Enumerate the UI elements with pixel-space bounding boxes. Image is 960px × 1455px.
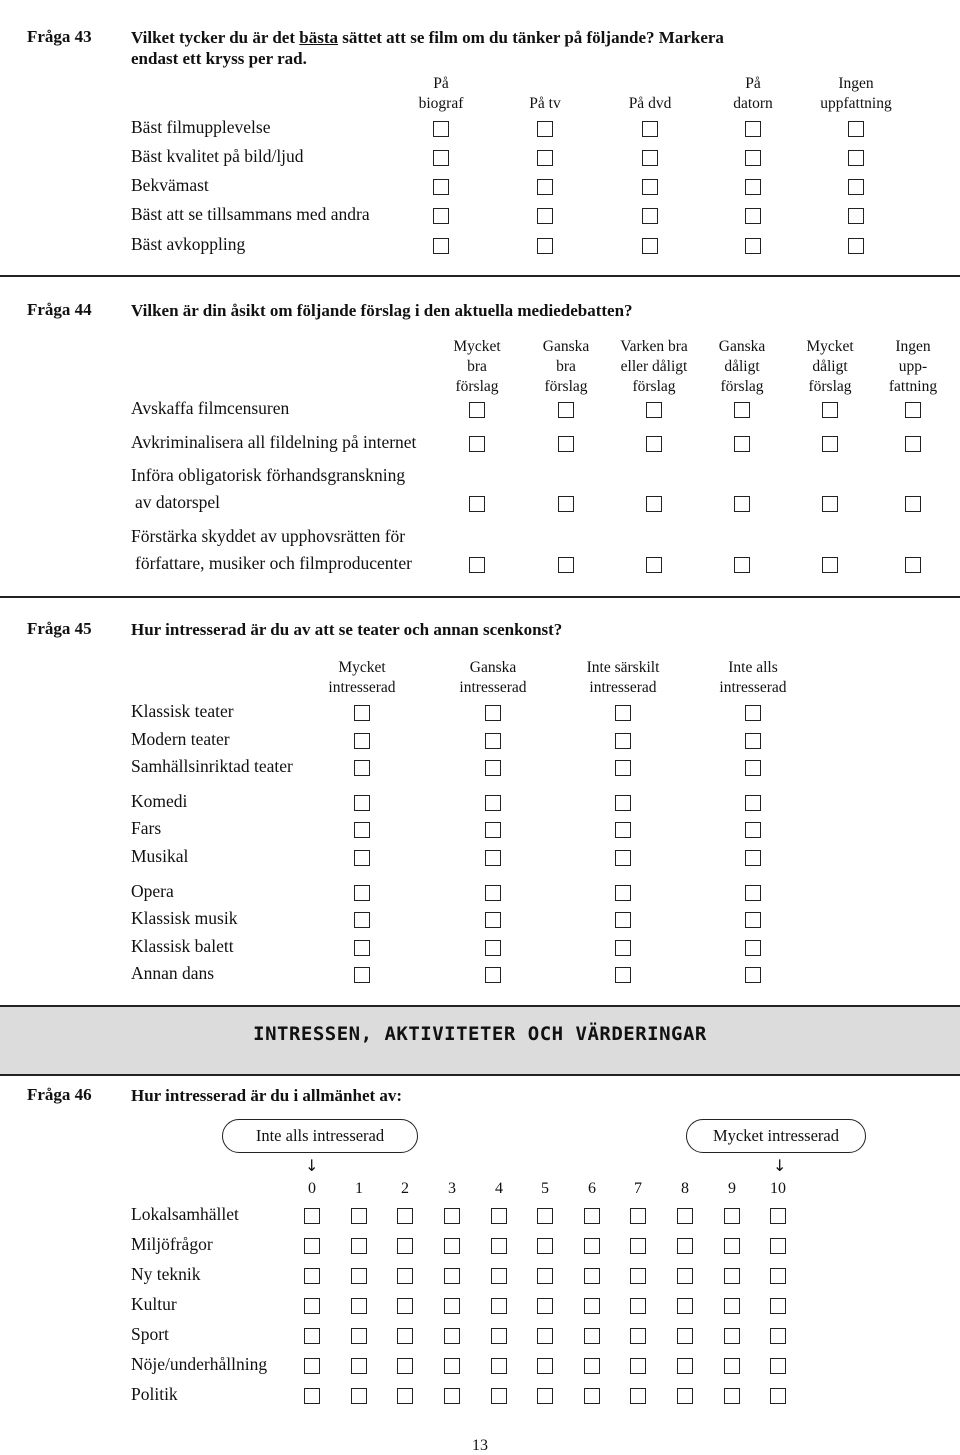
checkbox[interactable]	[745, 967, 761, 983]
checkbox[interactable]	[485, 940, 501, 956]
column-header-line: dåligt	[812, 358, 848, 375]
checkbox[interactable]	[770, 1238, 786, 1254]
row-label: Opera	[131, 881, 174, 901]
checkbox[interactable]	[677, 1388, 693, 1404]
q45-question: Hur intresserad är du av att se teater och annan scenkonst?	[131, 620, 563, 639]
checkbox[interactable]	[724, 1238, 740, 1254]
checkbox[interactable]	[630, 1268, 646, 1284]
column-header-line: Inte alls	[728, 659, 778, 676]
checkbox[interactable]	[485, 733, 501, 749]
checkbox[interactable]	[734, 436, 750, 452]
column-header-line: bra	[556, 358, 576, 375]
checkbox[interactable]	[677, 1268, 693, 1284]
checkbox[interactable]	[354, 885, 370, 901]
checkbox[interactable]	[304, 1358, 320, 1374]
checkbox[interactable]	[745, 822, 761, 838]
checkbox[interactable]	[642, 238, 658, 254]
column-header-line: datorn	[733, 95, 773, 112]
checkbox[interactable]	[397, 1268, 413, 1284]
checkbox[interactable]	[745, 760, 761, 776]
checkbox[interactable]	[630, 1208, 646, 1224]
checkbox[interactable]	[615, 940, 631, 956]
q45-number: Fråga 45	[27, 619, 92, 638]
q46-question: Hur intresserad är du i allmänhet av:	[131, 1086, 403, 1105]
checkbox[interactable]	[485, 760, 501, 776]
arrow-down-icon: ↓	[773, 1156, 787, 1175]
checkbox[interactable]	[615, 760, 631, 776]
column-header-line: På	[433, 75, 449, 92]
column-header-line: förslag	[720, 378, 764, 395]
row-label: Klassisk musik	[131, 908, 238, 928]
checkbox[interactable]	[491, 1238, 507, 1254]
checkbox[interactable]	[642, 150, 658, 166]
column-header	[433, 658, 553, 698]
column-header-line: Inte särskilt	[586, 659, 660, 676]
checkbox[interactable]	[304, 1298, 320, 1314]
checkbox[interactable]	[354, 705, 370, 721]
checkbox[interactable]	[444, 1208, 460, 1224]
checkbox[interactable]	[646, 496, 662, 512]
checkbox[interactable]	[822, 436, 838, 452]
checkbox[interactable]	[354, 733, 370, 749]
column-header-line	[485, 74, 605, 94]
row-label: Politik	[131, 1384, 178, 1404]
checkbox[interactable]	[584, 1208, 600, 1224]
checkbox[interactable]	[351, 1358, 367, 1374]
checkbox[interactable]	[397, 1238, 413, 1254]
checkbox[interactable]	[822, 557, 838, 573]
row-label: Sport	[131, 1324, 169, 1344]
checkbox[interactable]	[615, 912, 631, 928]
checkbox[interactable]	[677, 1358, 693, 1374]
checkbox[interactable]	[724, 1358, 740, 1374]
checkbox[interactable]	[444, 1328, 460, 1344]
checkbox[interactable]	[354, 822, 370, 838]
checkbox[interactable]	[351, 1298, 367, 1314]
checkbox[interactable]	[558, 496, 574, 512]
column-header-line: förslag	[632, 378, 676, 395]
checkbox[interactable]	[469, 496, 485, 512]
row-label: Nöje/underhållning	[131, 1354, 268, 1374]
checkbox[interactable]	[745, 179, 761, 195]
column-header-line: förslag	[808, 378, 852, 395]
row-label: Annan dans	[131, 963, 215, 983]
checkbox[interactable]	[615, 733, 631, 749]
q43-text-b: sättet att se film om du tänker på följande? Markera	[338, 28, 724, 47]
checkbox[interactable]	[724, 1388, 740, 1404]
q44-question: Vilken är din åsikt om följande förslag i den aktuella mediedebatten?	[131, 301, 633, 320]
checkbox[interactable]	[905, 436, 921, 452]
checkbox[interactable]	[304, 1328, 320, 1344]
checkbox[interactable]	[745, 238, 761, 254]
checkbox[interactable]	[354, 940, 370, 956]
row-label: Musikal	[131, 846, 189, 866]
checkbox[interactable]	[304, 1388, 320, 1404]
checkbox[interactable]	[615, 705, 631, 721]
checkbox[interactable]	[433, 208, 449, 224]
column-header-line: Ganska	[718, 338, 766, 355]
checkbox[interactable]	[469, 557, 485, 573]
checkbox[interactable]	[433, 150, 449, 166]
column-header-line: På	[745, 75, 761, 92]
checkbox[interactable]	[485, 967, 501, 983]
checkbox[interactable]	[354, 967, 370, 983]
row-label: Ny teknik	[131, 1264, 201, 1284]
row-label: Kultur	[131, 1294, 177, 1314]
column-header	[693, 74, 813, 114]
q44-number: Fråga 44	[27, 300, 92, 319]
column-header	[563, 658, 683, 698]
checkbox[interactable]	[485, 822, 501, 838]
q43-text-underlined: bästa	[299, 28, 338, 47]
checkbox[interactable]	[354, 795, 370, 811]
row-label: Avskaffa filmcensuren	[131, 398, 290, 418]
column-header-line: Ganska	[542, 338, 590, 355]
column-header	[853, 337, 960, 397]
column-header-line: förslag	[455, 378, 499, 395]
checkbox[interactable]	[630, 1238, 646, 1254]
checkbox[interactable]	[491, 1388, 507, 1404]
scale-number: 2	[401, 1180, 409, 1197]
checkbox[interactable]	[584, 1268, 600, 1284]
checkbox[interactable]	[770, 1268, 786, 1284]
checkbox[interactable]	[397, 1358, 413, 1374]
checkbox[interactable]	[848, 238, 864, 254]
column-header-line: På dvd	[628, 95, 672, 112]
divider	[0, 275, 960, 277]
column-header-line: Ingen	[838, 75, 874, 92]
checkbox[interactable]	[905, 557, 921, 573]
scale-number: 5	[541, 1180, 549, 1197]
checkbox[interactable]	[734, 496, 750, 512]
right-anchor-label: Mycket intresserad	[686, 1119, 866, 1153]
checkbox[interactable]	[537, 150, 553, 166]
row-label: Samhällsinriktad teater	[131, 756, 293, 776]
checkbox[interactable]	[724, 1298, 740, 1314]
checkbox[interactable]	[485, 912, 501, 928]
checkbox[interactable]	[677, 1328, 693, 1344]
checkbox[interactable]	[584, 1328, 600, 1344]
checkbox[interactable]	[770, 1388, 786, 1404]
checkbox[interactable]	[537, 238, 553, 254]
checkbox[interactable]	[397, 1208, 413, 1224]
checkbox[interactable]	[848, 179, 864, 195]
column-header-line: intresserad	[328, 679, 396, 696]
column-header	[590, 74, 710, 114]
column-header-line: intresserad	[589, 679, 657, 696]
checkbox[interactable]	[615, 967, 631, 983]
page-number: 13	[472, 1437, 488, 1454]
checkbox[interactable]	[304, 1208, 320, 1224]
checkbox[interactable]	[745, 733, 761, 749]
checkbox[interactable]	[354, 760, 370, 776]
row-label: Modern teater	[131, 729, 230, 749]
scale-number: 1	[355, 1180, 363, 1197]
checkbox[interactable]	[630, 1388, 646, 1404]
checkbox[interactable]	[630, 1358, 646, 1374]
checkbox[interactable]	[646, 557, 662, 573]
checkbox[interactable]	[537, 1208, 553, 1224]
q43-question	[131, 27, 891, 69]
checkbox[interactable]	[537, 1328, 553, 1344]
checkbox[interactable]	[537, 208, 553, 224]
checkbox[interactable]	[433, 179, 449, 195]
checkbox[interactable]	[444, 1298, 460, 1314]
column-header-line: dåligt	[724, 358, 760, 375]
checkbox[interactable]	[584, 1358, 600, 1374]
column-header	[302, 658, 422, 698]
row-label: Avkriminalisera all fildelning på internet	[131, 432, 417, 452]
scale-number: 8	[681, 1180, 689, 1197]
column-header	[693, 658, 813, 698]
checkbox[interactable]	[491, 1268, 507, 1284]
row-label: författare, musiker och filmproducenter	[135, 553, 412, 573]
row-label: Förstärka skyddet av upphovsrätten för	[131, 526, 406, 546]
column-header-line: Mycket	[453, 338, 501, 355]
checkbox[interactable]	[469, 436, 485, 452]
q46-number: Fråga 46	[27, 1085, 92, 1104]
scale-number: 10	[770, 1180, 786, 1197]
checkbox[interactable]	[485, 885, 501, 901]
checkbox[interactable]	[734, 402, 750, 418]
checkbox[interactable]	[485, 705, 501, 721]
checkbox[interactable]	[745, 121, 761, 137]
checkbox[interactable]	[485, 850, 501, 866]
checkbox[interactable]	[745, 885, 761, 901]
column-header-line: biograf	[418, 95, 464, 112]
checkbox[interactable]	[745, 940, 761, 956]
checkbox[interactable]	[351, 1268, 367, 1284]
section-title: INTRESSEN, AKTIVITETER OCH VÄRDERINGAR	[253, 1023, 707, 1045]
column-header-line: Ganska	[469, 659, 517, 676]
column-header	[796, 74, 916, 114]
checkbox[interactable]	[615, 885, 631, 901]
checkbox[interactable]	[905, 402, 921, 418]
checkbox[interactable]	[630, 1328, 646, 1344]
checkbox[interactable]	[724, 1208, 740, 1224]
column-header-line: Varken bra	[620, 338, 688, 355]
checkbox[interactable]	[770, 1328, 786, 1344]
column-header-line	[590, 74, 710, 94]
checkbox[interactable]	[354, 850, 370, 866]
checkbox[interactable]	[491, 1208, 507, 1224]
q43-number: Fråga 43	[27, 27, 92, 46]
column-header-line: intresserad	[459, 679, 527, 696]
checkbox[interactable]	[537, 1298, 553, 1314]
checkbox[interactable]	[745, 150, 761, 166]
checkbox[interactable]	[354, 912, 370, 928]
row-label: Fars	[131, 818, 162, 838]
checkbox[interactable]	[677, 1298, 693, 1314]
row-label: Bekvämast	[131, 175, 209, 195]
checkbox[interactable]	[351, 1328, 367, 1344]
checkbox[interactable]	[848, 150, 864, 166]
checkbox[interactable]	[351, 1388, 367, 1404]
checkbox[interactable]	[646, 402, 662, 418]
checkbox[interactable]	[745, 912, 761, 928]
checkbox[interactable]	[469, 402, 485, 418]
checkbox[interactable]	[905, 496, 921, 512]
checkbox[interactable]	[734, 557, 750, 573]
checkbox[interactable]	[537, 121, 553, 137]
row-label: av datorspel	[135, 492, 221, 512]
row-label: Miljöfrågor	[131, 1234, 213, 1254]
column-header-line: bra	[467, 358, 487, 375]
checkbox[interactable]	[491, 1328, 507, 1344]
checkbox[interactable]	[444, 1388, 460, 1404]
checkbox[interactable]	[745, 208, 761, 224]
checkbox[interactable]	[558, 557, 574, 573]
checkbox[interactable]	[646, 436, 662, 452]
row-label: Bäst filmupplevelse	[131, 117, 271, 137]
checkbox[interactable]	[304, 1268, 320, 1284]
checkbox[interactable]	[444, 1268, 460, 1284]
column-header-line: intresserad	[719, 679, 787, 696]
checkbox[interactable]	[615, 795, 631, 811]
row-label: Bäst att se tillsammans med andra	[131, 204, 370, 224]
checkbox[interactable]	[558, 402, 574, 418]
row-label: Lokalsamhället	[131, 1204, 239, 1224]
checkbox[interactable]	[397, 1298, 413, 1314]
column-header	[485, 74, 605, 114]
column-header-line: På tv	[529, 95, 561, 112]
checkbox[interactable]	[584, 1388, 600, 1404]
checkbox[interactable]	[724, 1328, 740, 1344]
column-header-line: fattning	[888, 378, 938, 395]
divider	[0, 1074, 960, 1076]
checkbox[interactable]	[615, 850, 631, 866]
checkbox[interactable]	[615, 822, 631, 838]
checkbox[interactable]	[433, 238, 449, 254]
checkbox[interactable]	[642, 179, 658, 195]
arrow-down-icon: ↓	[305, 1156, 319, 1175]
scale-number: 9	[728, 1180, 736, 1197]
checkbox[interactable]	[537, 1268, 553, 1284]
checkbox[interactable]	[745, 705, 761, 721]
column-header-line: Mycket	[338, 659, 386, 676]
checkbox[interactable]	[584, 1298, 600, 1314]
row-label: Bäst kvalitet på bild/ljud	[131, 146, 304, 166]
checkbox[interactable]	[848, 121, 864, 137]
checkbox[interactable]	[537, 179, 553, 195]
divider	[0, 596, 960, 598]
checkbox[interactable]	[642, 121, 658, 137]
checkbox[interactable]	[630, 1298, 646, 1314]
checkbox[interactable]	[397, 1388, 413, 1404]
scale-number: 7	[634, 1180, 642, 1197]
left-anchor-label: Inte alls intresserad	[222, 1119, 418, 1153]
checkbox[interactable]	[444, 1238, 460, 1254]
checkbox[interactable]	[485, 795, 501, 811]
checkbox[interactable]	[537, 1238, 553, 1254]
checkbox[interactable]	[584, 1238, 600, 1254]
scale-number: 4	[495, 1180, 503, 1197]
checkbox[interactable]	[397, 1328, 413, 1344]
column-header	[381, 74, 501, 114]
row-label: Införa obligatorisk förhandsgranskning	[131, 465, 406, 485]
checkbox[interactable]	[537, 1388, 553, 1404]
checkbox[interactable]	[642, 208, 658, 224]
column-header-line: uppfattning	[820, 95, 892, 112]
row-label: Komedi	[131, 791, 188, 811]
checkbox[interactable]	[491, 1298, 507, 1314]
checkbox[interactable]	[770, 1358, 786, 1374]
checkbox[interactable]	[351, 1208, 367, 1224]
checkbox[interactable]	[724, 1268, 740, 1284]
checkbox[interactable]	[537, 1358, 553, 1374]
column-header-line: förslag	[544, 378, 588, 395]
column-header-line: upp-	[898, 358, 928, 375]
scale-number: 6	[588, 1180, 596, 1197]
row-label: Bäst avkoppling	[131, 234, 246, 254]
checkbox[interactable]	[822, 402, 838, 418]
scale-number: 3	[448, 1180, 456, 1197]
checkbox[interactable]	[677, 1238, 693, 1254]
checkbox[interactable]	[351, 1238, 367, 1254]
checkbox[interactable]	[558, 436, 574, 452]
checkbox[interactable]	[491, 1358, 507, 1374]
checkbox[interactable]	[745, 795, 761, 811]
column-header-line: Ingen	[895, 338, 931, 355]
column-header-line: eller dåligt	[620, 358, 688, 375]
scale-number: 0	[308, 1180, 316, 1197]
checkbox[interactable]	[433, 121, 449, 137]
q43-text-c: endast ett kryss per rad.	[131, 49, 307, 68]
checkbox[interactable]	[745, 850, 761, 866]
row-label: Klassisk balett	[131, 936, 234, 956]
column-header-line: Mycket	[806, 338, 854, 355]
checkbox[interactable]	[822, 496, 838, 512]
checkbox[interactable]	[770, 1208, 786, 1224]
q43-text-a: Vilket tycker du är det	[131, 28, 300, 47]
checkbox[interactable]	[770, 1298, 786, 1314]
row-label: Klassisk teater	[131, 701, 234, 721]
checkbox[interactable]	[444, 1358, 460, 1374]
checkbox[interactable]	[848, 208, 864, 224]
checkbox[interactable]	[304, 1238, 320, 1254]
checkbox[interactable]	[677, 1208, 693, 1224]
